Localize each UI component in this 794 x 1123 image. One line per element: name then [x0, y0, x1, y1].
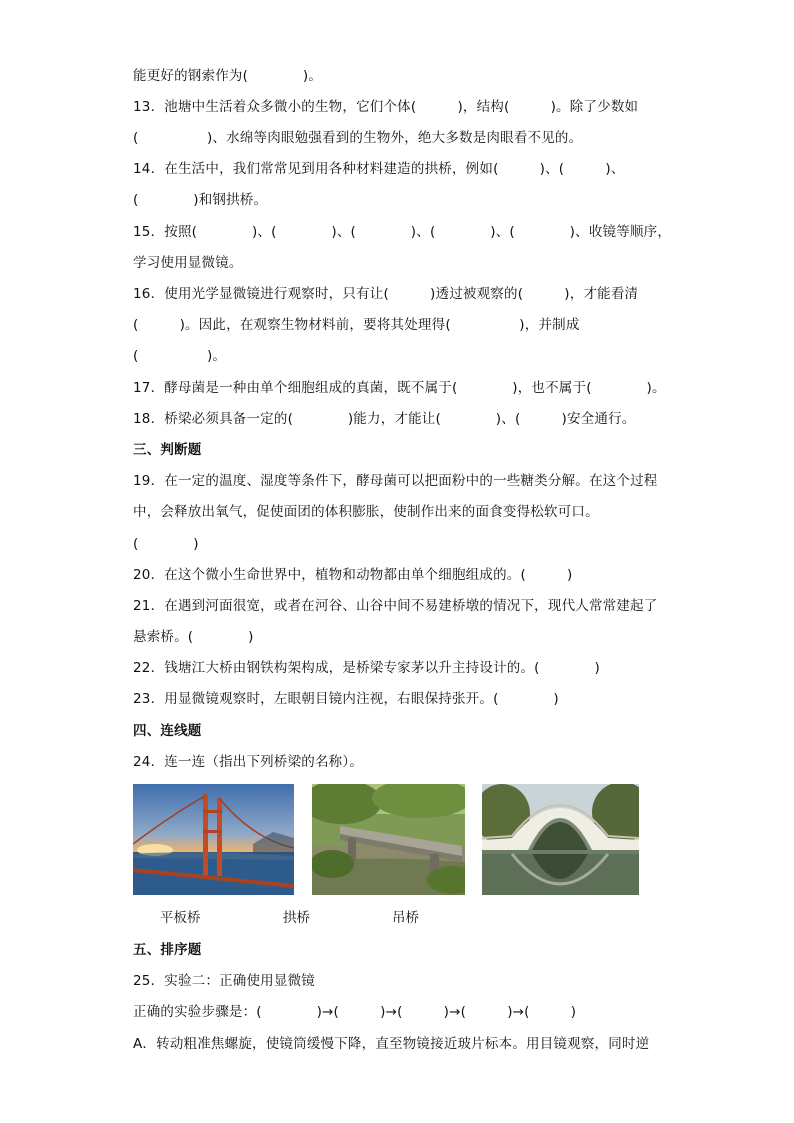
- question-13-line-1: 13．池塘中生活着众多微小的生物，它们个体( )，结构( )。除了少数如: [133, 99, 639, 115]
- question-16-line-3: ( )。: [133, 348, 227, 364]
- text-line: 能更好的钢索作为( )。: [133, 68, 323, 84]
- question-24: 24．连一连（指出下列桥梁的名称）。: [133, 754, 364, 770]
- question-23: 23．用显微镜观察时，左眼朝目镜内注视，右眼保持张开。( ): [133, 691, 559, 707]
- question-16-line-1: 16．使用光学显微镜进行观察时，只有让( )透过被观察的( )，才能看清: [133, 286, 639, 302]
- question-22: 22．钱塘江大桥由钢铁构架构成，是桥梁专家茅以升主持设计的。( ): [133, 660, 600, 676]
- question-20: 20．在这个微小生命世界中，植物和动物都由单个细胞组成的。( ): [133, 567, 573, 583]
- question-19-line-2: 中，会释放出氧气，促使面团的体积膨胀，使制作出来的面食变得松软可口。: [133, 504, 599, 520]
- arch-bridge-photo: [482, 784, 639, 895]
- suspension-bridge-photo: [133, 784, 294, 895]
- question-14-line-2: ( )和钢拱桥。: [133, 192, 268, 208]
- question-25: 25．实验二：正确使用显微镜: [133, 973, 315, 989]
- question-15-line-1: 15．按照( )、( )、( )、( )、( )、收镜等顺序，: [133, 224, 672, 240]
- section-heading-matching: 四、连线题: [133, 723, 202, 739]
- section-heading-ordering: 五、排序题: [133, 942, 202, 958]
- step-a: A．转动粗准焦螺旋，使镜筒缓慢下降，直至物镜接近玻片标本。用目镜观察，同时逆: [133, 1036, 650, 1052]
- question-15-line-2: 学习使用显微镜。: [133, 255, 243, 271]
- section-heading-judgement: 三、判断题: [133, 442, 202, 458]
- caption-arch-bridge: 拱桥: [283, 910, 310, 926]
- caption-slab-bridge: 平板桥: [160, 910, 201, 926]
- caption-suspension-bridge: 吊桥: [392, 910, 419, 926]
- question-16-line-2: ( )。因此，在观察生物材料前，要将其处理得( )，并制成: [133, 317, 580, 333]
- question-18: 18．桥梁必须具备一定的( )能力，才能让( )、( )安全通行。: [133, 411, 636, 427]
- question-21-line-2: 悬索桥。( ): [133, 629, 254, 645]
- question-25-steps: 正确的实验步骤是：( )→( )→( )→( )→( ): [133, 1004, 577, 1020]
- question-17: 17．酵母菌是一种由单个细胞组成的真菌，既不属于( )，也不属于( )。: [133, 380, 666, 396]
- slab-bridge-photo: [312, 784, 465, 895]
- question-13-line-2: ( )、水绵等肉眼勉强看到的生物外，绝大多数是肉眼看不见的。: [133, 130, 583, 146]
- question-19-line-1: 19．在一定的温度、湿度等条件下，酵母菌可以把面粉中的一些糖类分解。在这个过程: [133, 473, 658, 489]
- question-19-answer: ( ): [133, 536, 199, 552]
- question-21-line-1: 21．在遇到河面很宽，或者在河谷、山谷中间不易建桥墩的情况下，现代人常常建起了: [133, 598, 658, 614]
- question-14-line-1: 14．在生活中，我们常常见到用各种材料建造的拱桥，例如( )、( )、: [133, 161, 625, 177]
